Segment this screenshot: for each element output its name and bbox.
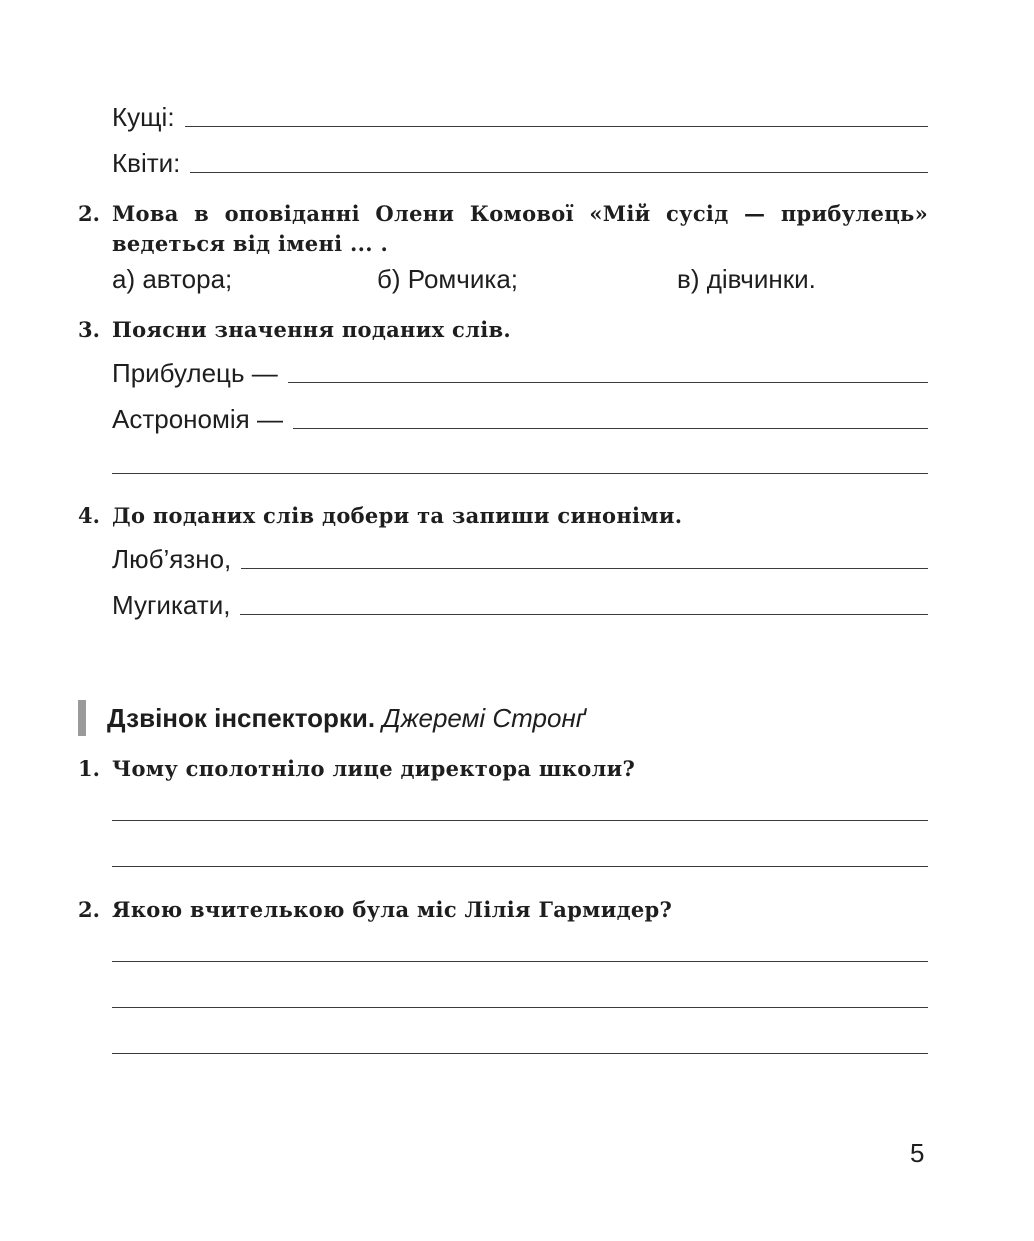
answer-row-flowers	[112, 148, 928, 178]
answer-line[interactable]	[112, 1007, 928, 1008]
section-marker-bar	[78, 700, 86, 736]
answer-line[interactable]	[190, 172, 928, 173]
option-b[interactable]: б) Ромчика;	[377, 264, 519, 294]
story-title: Дзвінок інспекторки.	[107, 703, 376, 733]
answer-line[interactable]	[241, 568, 928, 569]
question-1-text: Чому сполотніло лице директора школи?	[112, 756, 636, 781]
answer-row-astronomy	[112, 404, 928, 434]
label-kindly: Люб’язно,	[112, 544, 232, 574]
answer-line[interactable]	[112, 961, 928, 962]
question-2-text-line2: ведеться від імені ... .	[112, 231, 389, 256]
answer-line[interactable]	[112, 866, 928, 867]
label-bushes: Кущі:	[112, 102, 175, 132]
question-2-text-line1: Мова в оповіданні Олени Комової «Мій сусід — прибулець»	[112, 201, 928, 226]
answer-line[interactable]	[240, 614, 928, 615]
question-number: 2.	[78, 897, 100, 922]
answer-line[interactable]	[112, 820, 928, 821]
question-number: 3.	[78, 317, 100, 342]
label-alien: Прибулець —	[112, 358, 278, 388]
answer-row-bushes	[112, 102, 928, 132]
option-c[interactable]: в) дівчинки.	[677, 264, 816, 294]
page-number: 5	[910, 1138, 925, 1168]
question-number: 4.	[78, 503, 100, 528]
question-2b-text: Якою вчителькою була міс Лілія Гармидер?	[112, 897, 673, 922]
label-hum: Мугикати,	[112, 590, 231, 620]
answer-row-hum	[112, 590, 928, 620]
question-4-text: До поданих слів добери та запиши синоніми.	[112, 503, 683, 528]
answer-line[interactable]	[112, 1053, 928, 1054]
label-astronomy: Астрономія —	[112, 404, 283, 434]
answer-line[interactable]	[288, 382, 928, 383]
story-author: Джеремі Стронґ	[382, 703, 585, 733]
option-a[interactable]: а) автора;	[112, 264, 233, 294]
question-number: 1.	[78, 756, 100, 781]
answer-row-kindly	[112, 544, 928, 574]
answer-row-alien	[112, 358, 928, 388]
answer-line[interactable]	[293, 428, 928, 429]
section-title	[107, 702, 585, 734]
answer-line[interactable]	[185, 126, 928, 127]
question-3-text: Поясни значення поданих слів.	[112, 317, 512, 342]
answer-line[interactable]	[112, 473, 928, 474]
label-flowers: Квіти:	[112, 148, 181, 178]
question-number: 2.	[78, 201, 100, 226]
